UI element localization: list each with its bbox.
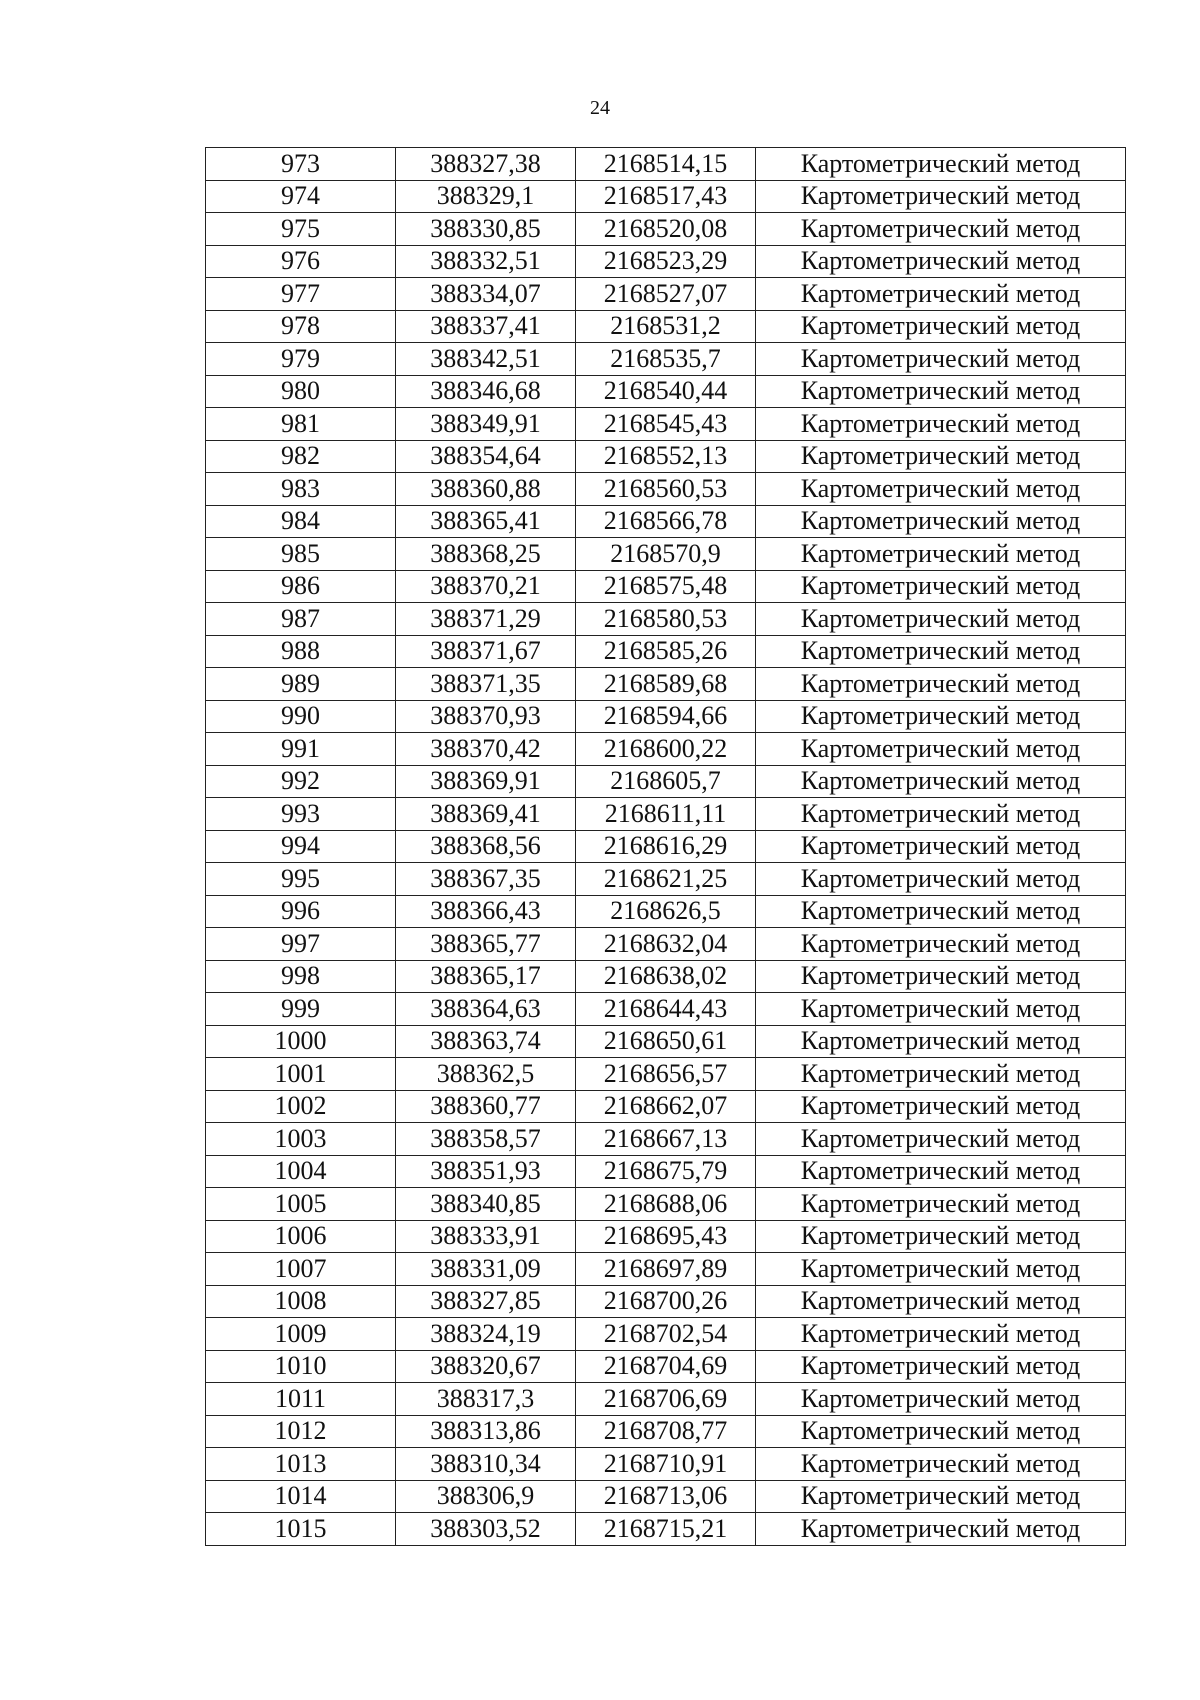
x-coordinate-cell: 388369,41 <box>396 798 576 831</box>
table-row <box>206 1350 1126 1383</box>
method-cell: Картометрический метод <box>756 1513 1126 1546</box>
point-number-cell: 1013 <box>206 1448 396 1481</box>
x-coordinate-cell: 388349,91 <box>396 408 576 441</box>
y-coordinate-cell: 2168520,08 <box>576 213 756 246</box>
method-cell: Картометрический метод <box>756 538 1126 571</box>
point-number-cell: 1007 <box>206 1253 396 1286</box>
x-coordinate-cell: 388366,43 <box>396 895 576 928</box>
point-number-cell: 1014 <box>206 1480 396 1513</box>
y-coordinate-cell: 2168552,13 <box>576 440 756 473</box>
table-row <box>206 1383 1126 1416</box>
table-row <box>206 895 1126 928</box>
method-cell: Картометрический метод <box>756 310 1126 343</box>
x-coordinate-cell: 388371,67 <box>396 635 576 668</box>
table-row <box>206 408 1126 441</box>
x-coordinate-cell: 388337,41 <box>396 310 576 343</box>
method-cell: Картометрический метод <box>756 830 1126 863</box>
method-cell: Картометрический метод <box>756 993 1126 1026</box>
table-row <box>206 765 1126 798</box>
coordinates-table <box>205 147 1126 1546</box>
point-number-cell: 1009 <box>206 1318 396 1351</box>
table-row <box>206 310 1126 343</box>
point-number-cell: 1004 <box>206 1155 396 1188</box>
y-coordinate-cell: 2168706,69 <box>576 1383 756 1416</box>
y-coordinate-cell: 2168715,21 <box>576 1513 756 1546</box>
table-row <box>206 148 1126 181</box>
point-number-cell: 974 <box>206 180 396 213</box>
method-cell: Картометрический метод <box>756 895 1126 928</box>
y-coordinate-cell: 2168702,54 <box>576 1318 756 1351</box>
method-cell: Картометрический метод <box>756 408 1126 441</box>
y-coordinate-cell: 2168662,07 <box>576 1090 756 1123</box>
y-coordinate-cell: 2168531,2 <box>576 310 756 343</box>
y-coordinate-cell: 2168611,11 <box>576 798 756 831</box>
y-coordinate-cell: 2168632,04 <box>576 928 756 961</box>
table-row <box>206 1058 1126 1091</box>
table-row <box>206 798 1126 831</box>
x-coordinate-cell: 388346,68 <box>396 375 576 408</box>
x-coordinate-cell: 388369,91 <box>396 765 576 798</box>
point-number-cell: 1000 <box>206 1025 396 1058</box>
point-number-cell: 1006 <box>206 1220 396 1253</box>
method-cell: Картометрический метод <box>756 1025 1126 1058</box>
table-row <box>206 635 1126 668</box>
point-number-cell: 999 <box>206 993 396 1026</box>
x-coordinate-cell: 388351,93 <box>396 1155 576 1188</box>
y-coordinate-cell: 2168575,48 <box>576 570 756 603</box>
point-number-cell: 1005 <box>206 1188 396 1221</box>
y-coordinate-cell: 2168540,44 <box>576 375 756 408</box>
point-number-cell: 1003 <box>206 1123 396 1156</box>
method-cell: Картометрический метод <box>756 863 1126 896</box>
point-number-cell: 991 <box>206 733 396 766</box>
method-cell: Картометрический метод <box>756 1383 1126 1416</box>
point-number-cell: 989 <box>206 668 396 701</box>
y-coordinate-cell: 2168697,89 <box>576 1253 756 1286</box>
point-number-cell: 987 <box>206 603 396 636</box>
x-coordinate-cell: 388327,38 <box>396 148 576 181</box>
y-coordinate-cell: 2168566,78 <box>576 505 756 538</box>
method-cell: Картометрический метод <box>756 1220 1126 1253</box>
method-cell: Картометрический метод <box>756 1253 1126 1286</box>
method-cell: Картометрический метод <box>756 603 1126 636</box>
method-cell: Картометрический метод <box>756 570 1126 603</box>
method-cell: Картометрический метод <box>756 1155 1126 1188</box>
table-row <box>206 1318 1126 1351</box>
point-number-cell: 976 <box>206 245 396 278</box>
y-coordinate-cell: 2168589,68 <box>576 668 756 701</box>
method-cell: Картометрический метод <box>756 1285 1126 1318</box>
table-row <box>206 1090 1126 1123</box>
method-cell: Картометрический метод <box>756 700 1126 733</box>
y-coordinate-cell: 2168688,06 <box>576 1188 756 1221</box>
method-cell: Картометрический метод <box>756 1448 1126 1481</box>
table-row <box>206 1025 1126 1058</box>
method-cell: Картометрический метод <box>756 733 1126 766</box>
method-cell: Картометрический метод <box>756 635 1126 668</box>
table-row <box>206 440 1126 473</box>
table-row <box>206 473 1126 506</box>
method-cell: Картометрический метод <box>756 213 1126 246</box>
y-coordinate-cell: 2168667,13 <box>576 1123 756 1156</box>
y-coordinate-cell: 2168600,22 <box>576 733 756 766</box>
x-coordinate-cell: 388368,25 <box>396 538 576 571</box>
point-number-cell: 988 <box>206 635 396 668</box>
method-cell: Картометрический метод <box>756 1318 1126 1351</box>
table-row <box>206 180 1126 213</box>
y-coordinate-cell: 2168626,5 <box>576 895 756 928</box>
method-cell: Картометрический метод <box>756 148 1126 181</box>
table-row <box>206 570 1126 603</box>
point-number-cell: 1011 <box>206 1383 396 1416</box>
method-cell: Картометрический метод <box>756 1123 1126 1156</box>
y-coordinate-cell: 2168535,7 <box>576 343 756 376</box>
x-coordinate-cell: 388320,67 <box>396 1350 576 1383</box>
x-coordinate-cell: 388333,91 <box>396 1220 576 1253</box>
point-number-cell: 996 <box>206 895 396 928</box>
x-coordinate-cell: 388334,07 <box>396 278 576 311</box>
method-cell: Картометрический метод <box>756 343 1126 376</box>
x-coordinate-cell: 388370,21 <box>396 570 576 603</box>
y-coordinate-cell: 2168570,9 <box>576 538 756 571</box>
point-number-cell: 985 <box>206 538 396 571</box>
page-number: 24 <box>590 97 610 119</box>
method-cell: Картометрический метод <box>756 1188 1126 1221</box>
y-coordinate-cell: 2168695,43 <box>576 1220 756 1253</box>
point-number-cell: 1001 <box>206 1058 396 1091</box>
y-coordinate-cell: 2168616,29 <box>576 830 756 863</box>
x-coordinate-cell: 388331,09 <box>396 1253 576 1286</box>
point-number-cell: 979 <box>206 343 396 376</box>
x-coordinate-cell: 388358,57 <box>396 1123 576 1156</box>
method-cell: Картометрический метод <box>756 440 1126 473</box>
x-coordinate-cell: 388324,19 <box>396 1318 576 1351</box>
method-cell: Картометрический метод <box>756 505 1126 538</box>
point-number-cell: 1010 <box>206 1350 396 1383</box>
table-row <box>206 245 1126 278</box>
y-coordinate-cell: 2168527,07 <box>576 278 756 311</box>
point-number-cell: 992 <box>206 765 396 798</box>
table-row <box>206 1415 1126 1448</box>
point-number-cell: 980 <box>206 375 396 408</box>
y-coordinate-cell: 2168580,53 <box>576 603 756 636</box>
x-coordinate-cell: 388370,42 <box>396 733 576 766</box>
point-number-cell: 986 <box>206 570 396 603</box>
method-cell: Картометрический метод <box>756 765 1126 798</box>
table-row <box>206 343 1126 376</box>
method-cell: Картометрический метод <box>756 928 1126 961</box>
x-coordinate-cell: 388360,88 <box>396 473 576 506</box>
method-cell: Картометрический метод <box>756 278 1126 311</box>
x-coordinate-cell: 388364,63 <box>396 993 576 1026</box>
method-cell: Картометрический метод <box>756 668 1126 701</box>
x-coordinate-cell: 388354,64 <box>396 440 576 473</box>
table-row <box>206 863 1126 896</box>
point-number-cell: 1012 <box>206 1415 396 1448</box>
x-coordinate-cell: 388332,51 <box>396 245 576 278</box>
table-row <box>206 538 1126 571</box>
table-row <box>206 733 1126 766</box>
method-cell: Картометрический метод <box>756 1415 1126 1448</box>
y-coordinate-cell: 2168675,79 <box>576 1155 756 1188</box>
x-coordinate-cell: 388371,35 <box>396 668 576 701</box>
method-cell: Картометрический метод <box>756 180 1126 213</box>
x-coordinate-cell: 388371,29 <box>396 603 576 636</box>
point-number-cell: 993 <box>206 798 396 831</box>
point-number-cell: 984 <box>206 505 396 538</box>
point-number-cell: 982 <box>206 440 396 473</box>
x-coordinate-cell: 388360,77 <box>396 1090 576 1123</box>
x-coordinate-cell: 388317,3 <box>396 1383 576 1416</box>
y-coordinate-cell: 2168708,77 <box>576 1415 756 1448</box>
x-coordinate-cell: 388313,86 <box>396 1415 576 1448</box>
point-number-cell: 978 <box>206 310 396 343</box>
table-row <box>206 1253 1126 1286</box>
table-row <box>206 1155 1126 1188</box>
x-coordinate-cell: 388330,85 <box>396 213 576 246</box>
y-coordinate-cell: 2168700,26 <box>576 1285 756 1318</box>
y-coordinate-cell: 2168514,15 <box>576 148 756 181</box>
x-coordinate-cell: 388363,74 <box>396 1025 576 1058</box>
table-row <box>206 668 1126 701</box>
table-row <box>206 1220 1126 1253</box>
x-coordinate-cell: 388310,34 <box>396 1448 576 1481</box>
method-cell: Картометрический метод <box>756 960 1126 993</box>
y-coordinate-cell: 2168656,57 <box>576 1058 756 1091</box>
y-coordinate-cell: 2168621,25 <box>576 863 756 896</box>
table-row <box>206 375 1126 408</box>
y-coordinate-cell: 2168560,53 <box>576 473 756 506</box>
table-row <box>206 1480 1126 1513</box>
y-coordinate-cell: 2168545,43 <box>576 408 756 441</box>
method-cell: Картометрический метод <box>756 1350 1126 1383</box>
method-cell: Картометрический метод <box>756 245 1126 278</box>
y-coordinate-cell: 2168605,7 <box>576 765 756 798</box>
y-coordinate-cell: 2168585,26 <box>576 635 756 668</box>
point-number-cell: 995 <box>206 863 396 896</box>
point-number-cell: 1008 <box>206 1285 396 1318</box>
x-coordinate-cell: 388367,35 <box>396 863 576 896</box>
table-row <box>206 505 1126 538</box>
x-coordinate-cell: 388362,5 <box>396 1058 576 1091</box>
point-number-cell: 998 <box>206 960 396 993</box>
table-row <box>206 1513 1126 1546</box>
method-cell: Картометрический метод <box>756 1090 1126 1123</box>
y-coordinate-cell: 2168644,43 <box>576 993 756 1026</box>
y-coordinate-cell: 2168650,61 <box>576 1025 756 1058</box>
table-row <box>206 830 1126 863</box>
table-row <box>206 928 1126 961</box>
point-number-cell: 997 <box>206 928 396 961</box>
x-coordinate-cell: 388303,52 <box>396 1513 576 1546</box>
point-number-cell: 1015 <box>206 1513 396 1546</box>
table-row <box>206 1123 1126 1156</box>
y-coordinate-cell: 2168704,69 <box>576 1350 756 1383</box>
table-row <box>206 960 1126 993</box>
point-number-cell: 975 <box>206 213 396 246</box>
y-coordinate-cell: 2168594,66 <box>576 700 756 733</box>
x-coordinate-cell: 388370,93 <box>396 700 576 733</box>
table-row <box>206 993 1126 1026</box>
x-coordinate-cell: 388306,9 <box>396 1480 576 1513</box>
y-coordinate-cell: 2168638,02 <box>576 960 756 993</box>
point-number-cell: 977 <box>206 278 396 311</box>
table-row <box>206 1448 1126 1481</box>
x-coordinate-cell: 388327,85 <box>396 1285 576 1318</box>
point-number-cell: 981 <box>206 408 396 441</box>
table-row <box>206 1188 1126 1221</box>
x-coordinate-cell: 388329,1 <box>396 180 576 213</box>
y-coordinate-cell: 2168710,91 <box>576 1448 756 1481</box>
y-coordinate-cell: 2168713,06 <box>576 1480 756 1513</box>
table-row <box>206 213 1126 246</box>
x-coordinate-cell: 388365,77 <box>396 928 576 961</box>
method-cell: Картометрический метод <box>756 1058 1126 1091</box>
table-row <box>206 1285 1126 1318</box>
x-coordinate-cell: 388365,17 <box>396 960 576 993</box>
table-row <box>206 700 1126 733</box>
y-coordinate-cell: 2168517,43 <box>576 180 756 213</box>
point-number-cell: 1002 <box>206 1090 396 1123</box>
point-number-cell: 973 <box>206 148 396 181</box>
y-coordinate-cell: 2168523,29 <box>576 245 756 278</box>
coordinates-table-body <box>206 148 1126 1546</box>
x-coordinate-cell: 388368,56 <box>396 830 576 863</box>
method-cell: Картометрический метод <box>756 375 1126 408</box>
point-number-cell: 994 <box>206 830 396 863</box>
x-coordinate-cell: 388365,41 <box>396 505 576 538</box>
x-coordinate-cell: 388342,51 <box>396 343 576 376</box>
method-cell: Картометрический метод <box>756 798 1126 831</box>
table-row <box>206 278 1126 311</box>
point-number-cell: 983 <box>206 473 396 506</box>
x-coordinate-cell: 388340,85 <box>396 1188 576 1221</box>
point-number-cell: 990 <box>206 700 396 733</box>
method-cell: Картометрический метод <box>756 473 1126 506</box>
method-cell: Картометрический метод <box>756 1480 1126 1513</box>
table-row <box>206 603 1126 636</box>
